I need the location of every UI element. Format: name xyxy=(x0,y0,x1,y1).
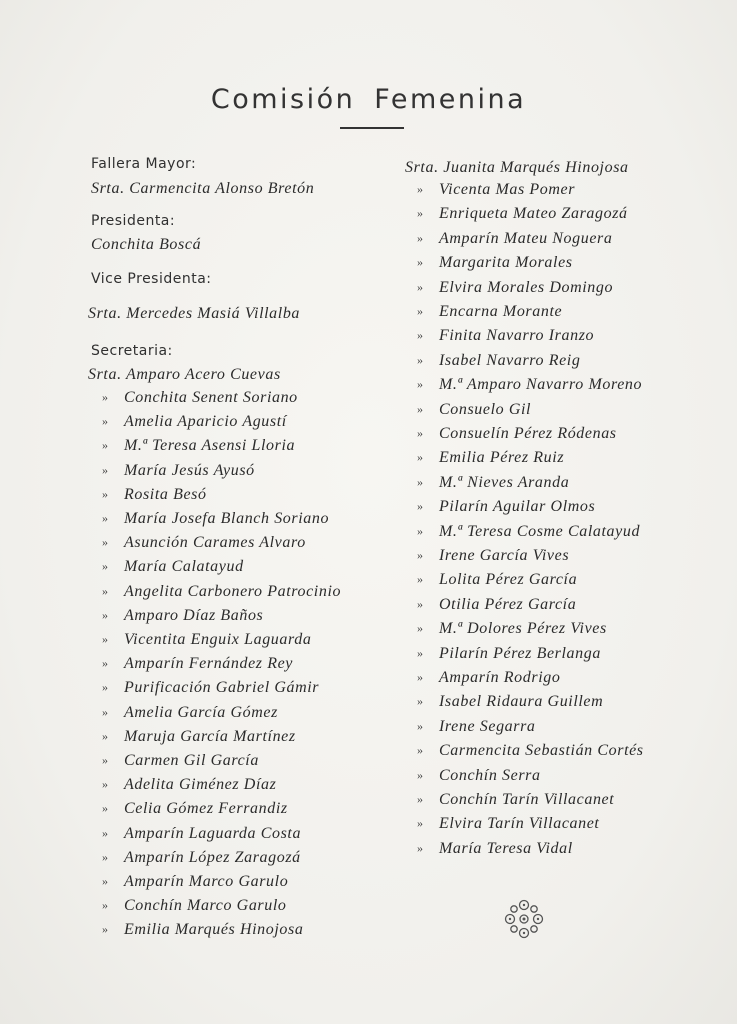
ditto-mark: » xyxy=(417,670,423,684)
ditto-mark: » xyxy=(102,801,108,816)
fallera-mayor-name: Srta. Carmencita Alonso Bretón xyxy=(91,180,315,197)
member-name: Enriqueta Mateo Zaragozá xyxy=(439,205,628,223)
ditto-mark: » xyxy=(417,572,423,587)
ditto-mark: » xyxy=(102,656,108,671)
fallera-mayor-label: Fallera Mayor: xyxy=(91,156,197,172)
secretaria-name: Srta. Amparo Acero Cuevas xyxy=(88,366,281,383)
member-name: Consuelo Gil xyxy=(439,400,532,418)
member-name: Pilarín Aguilar Olmos xyxy=(439,498,596,516)
ditto-mark: » xyxy=(102,607,108,622)
ditto-mark: » xyxy=(417,206,423,221)
member-name: Emilia Marqués Hinojosa xyxy=(124,921,304,939)
ditto-mark: » xyxy=(417,230,423,245)
member-name: Adelita Giménez Díaz xyxy=(124,776,277,794)
member-name: Purificación Gabriel Gámir xyxy=(124,679,320,697)
member-name: Carmencita Sebastián Cortés xyxy=(439,742,644,760)
ditto-mark: » xyxy=(417,450,423,465)
member-name: Amparín Marco Garulo xyxy=(124,873,289,890)
ditto-mark: » xyxy=(102,438,108,453)
member-name: Isabel Ridaura Guillem xyxy=(439,693,604,711)
ditto-mark: » xyxy=(417,328,423,343)
member-name: Finita Navarro Iranzo xyxy=(439,327,595,345)
vice-presidenta-name: Srta. Mercedes Masiá Villalba xyxy=(88,305,301,322)
member-name: Amelia García Gómez xyxy=(124,703,278,721)
member-name: Elvira Tarín Villacanet xyxy=(439,815,600,833)
member-name: Elvira Morales Domingo xyxy=(439,278,614,296)
member-name: M.ª Nieves Aranda xyxy=(439,473,570,491)
ditto-mark: » xyxy=(417,548,423,562)
member-name: Isabel Navarro Reig xyxy=(439,351,581,369)
member-name: Angelita Carbonero Patrocinio xyxy=(124,582,342,600)
member-name: María Jesús Ayusó xyxy=(124,461,255,479)
member-name: Amparín Mateu Noguera xyxy=(439,229,613,247)
ditto-mark: » xyxy=(417,279,423,294)
member-name: María Teresa Vidal xyxy=(439,839,573,857)
member-name: Maruja García Martínez xyxy=(124,727,296,745)
ditto-mark: » xyxy=(417,499,423,514)
member-name: Asunción Carames Alvaro xyxy=(124,534,306,552)
ditto-mark: » xyxy=(417,792,423,806)
member-name: Pilarín Pérez Berlanga xyxy=(439,644,601,662)
ditto-mark: » xyxy=(417,304,423,318)
ditto-mark: » xyxy=(417,743,423,758)
ditto-mark: » xyxy=(417,621,423,636)
member-name: Lolita Pérez García xyxy=(439,571,578,589)
ditto-mark: » xyxy=(102,486,108,501)
member-name: María Calatayud xyxy=(124,558,244,576)
ditto-mark: » xyxy=(417,596,423,611)
member-name: Conchín Serra xyxy=(439,766,541,784)
member-name: Vicentita Enguix Laguarda xyxy=(124,631,312,648)
ditto-mark: » xyxy=(102,462,108,477)
member-name: Encarna Morante xyxy=(439,303,563,320)
ditto-mark: » xyxy=(417,816,423,831)
ditto-mark: » xyxy=(102,922,108,937)
title-underline xyxy=(340,127,404,129)
presidenta-name: Conchita Boscá xyxy=(91,236,202,253)
secretaria-label: Secretaria: xyxy=(91,343,173,359)
ditto-mark: » xyxy=(417,523,423,538)
ditto-mark: » xyxy=(102,632,108,646)
ditto-mark: » xyxy=(417,352,423,367)
ditto-mark: » xyxy=(102,777,108,792)
member-name: Margarita Morales xyxy=(439,254,573,272)
ditto-mark: » xyxy=(417,474,423,489)
ditto-mark: » xyxy=(417,645,423,660)
ditto-mark: » xyxy=(102,511,108,525)
member-name: Conchita Senent Soriano xyxy=(124,389,298,406)
right-first-name: Srta. Juanita Marqués Hinojosa xyxy=(405,159,629,176)
ditto-mark: » xyxy=(102,753,108,767)
ditto-mark: » xyxy=(102,583,108,598)
ditto-mark: » xyxy=(102,825,108,840)
member-name: Amparín Rodrigo xyxy=(439,669,561,686)
ditto-mark: » xyxy=(417,401,423,416)
member-name: Amelia Aparicio Agustí xyxy=(124,413,287,431)
member-name: María Josefa Blanch Soriano xyxy=(124,510,330,527)
vice-presidenta-label: Vice Presidenta: xyxy=(91,271,212,287)
ditto-mark: » xyxy=(102,728,108,743)
member-name: M.ª Amparo Navarro Moreno xyxy=(439,376,643,394)
ditto-mark: » xyxy=(417,426,423,440)
member-name: M.ª Teresa Asensi Lloria xyxy=(124,437,296,455)
presidenta-label: Presidenta: xyxy=(91,213,176,229)
ditto-mark: » xyxy=(102,680,108,695)
ditto-mark: » xyxy=(102,704,108,719)
ditto-mark: » xyxy=(417,840,423,855)
member-name: Conchín Marco Garulo xyxy=(124,897,287,915)
ditto-mark: » xyxy=(102,414,108,429)
member-name: Vicenta Mas Pomer xyxy=(439,181,576,198)
member-name: Emilia Pérez Ruiz xyxy=(439,449,565,467)
ditto-mark: » xyxy=(102,874,108,888)
member-name: M.ª Dolores Pérez Vives xyxy=(439,620,607,638)
member-name: M.ª Teresa Cosme Calatayud xyxy=(439,522,641,540)
member-name: Amparín Fernández Rey xyxy=(124,655,294,673)
ditto-mark: » xyxy=(417,694,423,709)
ditto-mark: » xyxy=(102,559,108,574)
ditto-mark: » xyxy=(102,390,108,404)
ditto-mark: » xyxy=(102,849,108,864)
floral-ornament-icon xyxy=(502,897,546,941)
member-name: Carmen Gil García xyxy=(124,752,259,769)
member-name: Rosita Besó xyxy=(124,485,207,503)
member-name: Otilia Pérez García xyxy=(439,595,577,613)
member-name: Consuelín Pérez Ródenas xyxy=(439,425,617,442)
ditto-mark: » xyxy=(102,898,108,913)
ditto-mark: » xyxy=(417,767,423,782)
member-name: Conchín Tarín Villacanet xyxy=(439,791,615,808)
ditto-mark: » xyxy=(417,182,423,196)
member-name: Amparín Laguarda Costa xyxy=(124,824,302,842)
ditto-mark: » xyxy=(417,377,423,392)
member-name: Celia Gómez Ferrandiz xyxy=(124,800,288,818)
page-title: Comisión Femenina xyxy=(210,84,527,115)
member-name: Amparín López Zaragozá xyxy=(124,848,301,866)
member-name: Amparo Díaz Baños xyxy=(124,606,264,624)
ditto-mark: » xyxy=(102,535,108,550)
member-name: Irene García Vives xyxy=(439,547,570,564)
ditto-mark: » xyxy=(417,255,423,270)
member-name: Irene Segarra xyxy=(439,717,536,735)
ditto-mark: » xyxy=(417,718,423,733)
